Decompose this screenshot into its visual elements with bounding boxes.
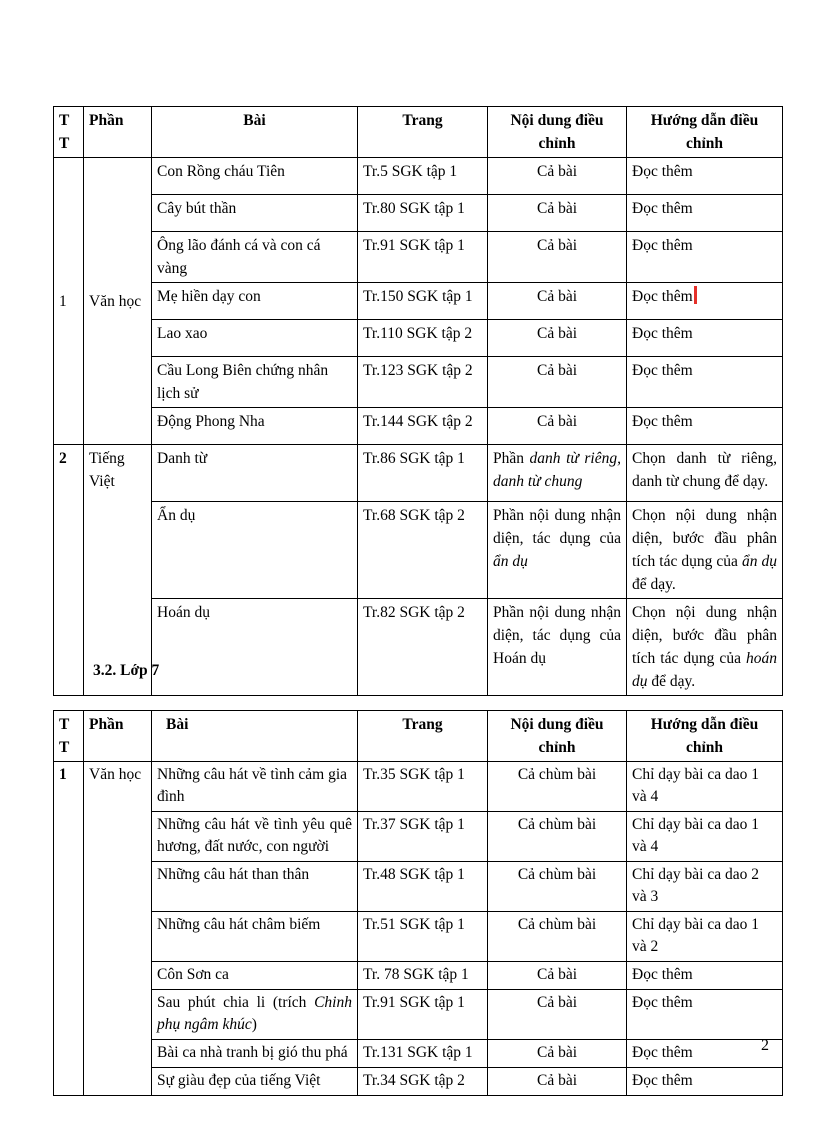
- header-noidung: Nội dung điều chỉnh: [488, 107, 627, 158]
- group-phan: Văn học: [84, 762, 152, 1096]
- cell-bai: Cây bút thần: [152, 195, 358, 232]
- cell-huongdan-text: Chọn nội dung nhận diện, bước đầu phân tích tác dụng của: [632, 507, 777, 570]
- cell-bai-tail: ): [251, 1016, 257, 1033]
- cell-trang: Tr.86 SGK tập 1: [358, 445, 488, 502]
- cell-noidung-emphasis: danh từ riêng, danh từ chung: [493, 450, 621, 490]
- cell-huongdan: Đọc thêm: [627, 1068, 783, 1096]
- group-phan: Văn học: [84, 158, 152, 445]
- cell-noidung: [488, 599, 627, 696]
- cell-bai: [152, 1040, 358, 1068]
- cell-noidung: [488, 502, 627, 599]
- cell-noidung: Cả bài: [488, 357, 627, 408]
- cell-bai: Ẩn dụ: [152, 502, 358, 599]
- table-row: [54, 320, 783, 357]
- cell-trang: Tr.5 SGK tập 1: [358, 158, 488, 195]
- table-row: [54, 812, 783, 862]
- table-row: [54, 1068, 783, 1096]
- header-phan: Phần: [84, 711, 152, 762]
- cell-bai: [152, 812, 358, 862]
- cell-noidung: Cả bài: [488, 990, 627, 1040]
- header-trang: Trang: [358, 711, 488, 762]
- header-tt: TT: [54, 711, 84, 762]
- cell-trang: Tr.123 SGK tập 2: [358, 357, 488, 408]
- table-row: [54, 357, 783, 408]
- cell-huongdan: Đọc thêm: [627, 320, 783, 357]
- table-row: [54, 962, 783, 990]
- cell-huongdan-text: Chọn danh từ riêng, danh từ chung để dạy.: [632, 450, 777, 490]
- cell-noidung: Cả bài: [488, 232, 627, 283]
- text-cursor: [694, 286, 697, 304]
- cell-trang: Tr.37 SGK tập 1: [358, 812, 488, 862]
- cell-bai: [152, 962, 358, 990]
- cell-bai: [152, 912, 358, 962]
- cell-noidung-emphasis: ẩn dụ: [493, 553, 528, 570]
- cell-huongdan: Đọc thêm: [627, 195, 783, 232]
- group-tt: 1: [54, 762, 84, 1096]
- cell-bai: Danh từ: [152, 445, 358, 502]
- section-title: 3.2. Lớp 7: [93, 662, 160, 679]
- table-row: [54, 408, 783, 445]
- cell-trang: Tr.80 SGK tập 1: [358, 195, 488, 232]
- cell-bai: Con Rồng cháu Tiên: [152, 158, 358, 195]
- cell-trang: Tr. 78 SGK tập 1: [358, 962, 488, 990]
- cell-noidung: Cả bài: [488, 408, 627, 445]
- page-number: 2: [761, 1037, 769, 1054]
- cell-noidung-text: Phần: [493, 450, 530, 467]
- cell-huongdan: Đọc thêm: [627, 357, 783, 408]
- cell-noidung: Cả bài: [488, 158, 627, 195]
- cell-bai: [152, 990, 358, 1040]
- cell-noidung-text: Phần nội dung nhận diện, tác dụng của: [493, 507, 621, 547]
- header-tt: TT: [54, 107, 84, 158]
- cell-bai: Động Phong Nha: [152, 408, 358, 445]
- cell-noidung-text: Phần nội dung nhận diện, tác dụng của Hoán dụ: [493, 604, 621, 667]
- cell-trang: Tr.68 SGK tập 2: [358, 502, 488, 599]
- cell-noidung: Cả bài: [488, 320, 627, 357]
- cell-noidung: Cả bài: [488, 283, 627, 320]
- header-bai: Bài: [152, 107, 358, 158]
- cell-huongdan-tail: để dạy.: [632, 576, 676, 593]
- cell-trang: Tr.34 SGK tập 2: [358, 1068, 488, 1096]
- cell-bai-text: Bài ca nhà tranh bị gió thu phá: [157, 1044, 348, 1061]
- cell-huongdan-emphasis: hoán dụ: [632, 650, 777, 690]
- cell-huongdan: Đọc thêm: [627, 1040, 783, 1068]
- header-huongdan: Hướng dẫn điều chỉnh: [627, 711, 783, 762]
- cell-huongdan: Chỉ dạy bài ca dao 1 và 4: [627, 762, 783, 812]
- cell-bai-text: Sự giàu đẹp của tiếng Việt: [157, 1072, 321, 1089]
- table-row: [54, 232, 783, 283]
- cell-trang: Tr.91 SGK tập 1: [358, 990, 488, 1040]
- cell-huongdan: Chỉ dạy bài ca dao 2 và 3: [627, 862, 783, 912]
- cell-huongdan: [627, 502, 783, 599]
- cell-huongdan-tail: để dạy.: [647, 673, 696, 690]
- cell-huongdan: Chỉ dạy bài ca dao 1 và 2: [627, 912, 783, 962]
- table-lop6: [53, 106, 783, 696]
- header-huongdan: Hướng dẫn điều chỉnh: [627, 107, 783, 158]
- table-row: [54, 762, 783, 812]
- cell-noidung: [488, 445, 627, 502]
- table-row: [54, 195, 783, 232]
- cell-huongdan-emphasis: ẩn dụ: [741, 553, 778, 570]
- table-header-row: [54, 107, 783, 158]
- cell-bai-text: Côn Sơn ca: [157, 966, 229, 983]
- table-row: [54, 158, 783, 195]
- cell-noidung: Cả chùm bài: [488, 812, 627, 862]
- cell-trang: Tr.48 SGK tập 1: [358, 862, 488, 912]
- cell-noidung: Cả chùm bài: [488, 912, 627, 962]
- cell-bai-emphasis: Chinh phụ ngâm khúc: [157, 994, 352, 1033]
- cell-noidung: Cả bài: [488, 962, 627, 990]
- cell-trang: Tr.82 SGK tập 2: [358, 599, 488, 696]
- table-row: [54, 862, 783, 912]
- cell-huongdan-text: Đọc thêm: [632, 288, 693, 305]
- cell-bai-text: Những câu hát về tình cảm gia đình: [157, 766, 348, 805]
- header-phan: Phần: [84, 107, 152, 158]
- table-row: [54, 990, 783, 1040]
- table-row: [54, 445, 783, 502]
- table-row: [54, 502, 783, 599]
- table-row: [54, 599, 783, 696]
- cell-bai: Mẹ hiền dạy con: [152, 283, 358, 320]
- group-tt: 2: [54, 445, 84, 696]
- table-header-row: [54, 711, 783, 762]
- table-lop7: [53, 710, 783, 1096]
- cell-bai: Lao xao: [152, 320, 358, 357]
- table-row: [54, 912, 783, 962]
- cell-trang: Tr.150 SGK tập 1: [358, 283, 488, 320]
- cell-huongdan: Đọc thêm: [627, 408, 783, 445]
- header-noidung: Nội dung điều chỉnh: [488, 711, 627, 762]
- header-trang: Trang: [358, 107, 488, 158]
- cell-huongdan-text: Chọn nội dung nhận diện, bước đầu phân tích tác dụng của: [632, 604, 777, 667]
- cell-huongdan: Đọc thêm: [627, 990, 783, 1040]
- cell-huongdan: [627, 599, 783, 696]
- group-phan: Tiếng Việt: [84, 445, 152, 696]
- cell-bai-text: Những câu hát châm biếm: [157, 916, 321, 933]
- cell-noidung: Cả bài: [488, 1068, 627, 1096]
- cell-huongdan: [627, 445, 783, 502]
- cell-bai-text: Những câu hát về tình yêu quê hương, đất nước, con người: [157, 816, 352, 855]
- cell-huongdan: Chỉ dạy bài ca dao 1 và 4: [627, 812, 783, 862]
- group-tt: 1: [54, 158, 84, 445]
- header-bai: Bài: [152, 711, 358, 762]
- cell-bai: Ông lão đánh cá và con cá vàng: [152, 232, 358, 283]
- cell-bai: [152, 762, 358, 812]
- cell-huongdan: Đọc thêm: [627, 158, 783, 195]
- table-row: [54, 1040, 783, 1068]
- cell-bai: [152, 1068, 358, 1096]
- cell-trang: Tr.144 SGK tập 2: [358, 408, 488, 445]
- cell-huongdan: Đọc thêm: [627, 232, 783, 283]
- cell-noidung: Cả chùm bài: [488, 862, 627, 912]
- cell-trang: Tr.51 SGK tập 1: [358, 912, 488, 962]
- cell-bai: Hoán dụ: [152, 599, 358, 696]
- cell-bai-text: Những câu hát than thân: [157, 866, 310, 883]
- cell-bai-text: Sau phút chia li (trích: [157, 994, 315, 1011]
- cell-noidung: Cả bài: [488, 1040, 627, 1068]
- cell-noidung: Cả chùm bài: [488, 762, 627, 812]
- cell-trang: Tr.35 SGK tập 1: [358, 762, 488, 812]
- cell-trang: Tr.131 SGK tập 1: [358, 1040, 488, 1068]
- cell-bai: [152, 862, 358, 912]
- cell-trang: Tr.91 SGK tập 1: [358, 232, 488, 283]
- cell-bai: Cầu Long Biên chứng nhân lịch sử: [152, 357, 358, 408]
- cell-trang: Tr.110 SGK tập 2: [358, 320, 488, 357]
- table-row: [54, 283, 783, 320]
- cell-noidung: Cả bài: [488, 195, 627, 232]
- cell-huongdan: [627, 283, 783, 320]
- cell-huongdan: Đọc thêm: [627, 962, 783, 990]
